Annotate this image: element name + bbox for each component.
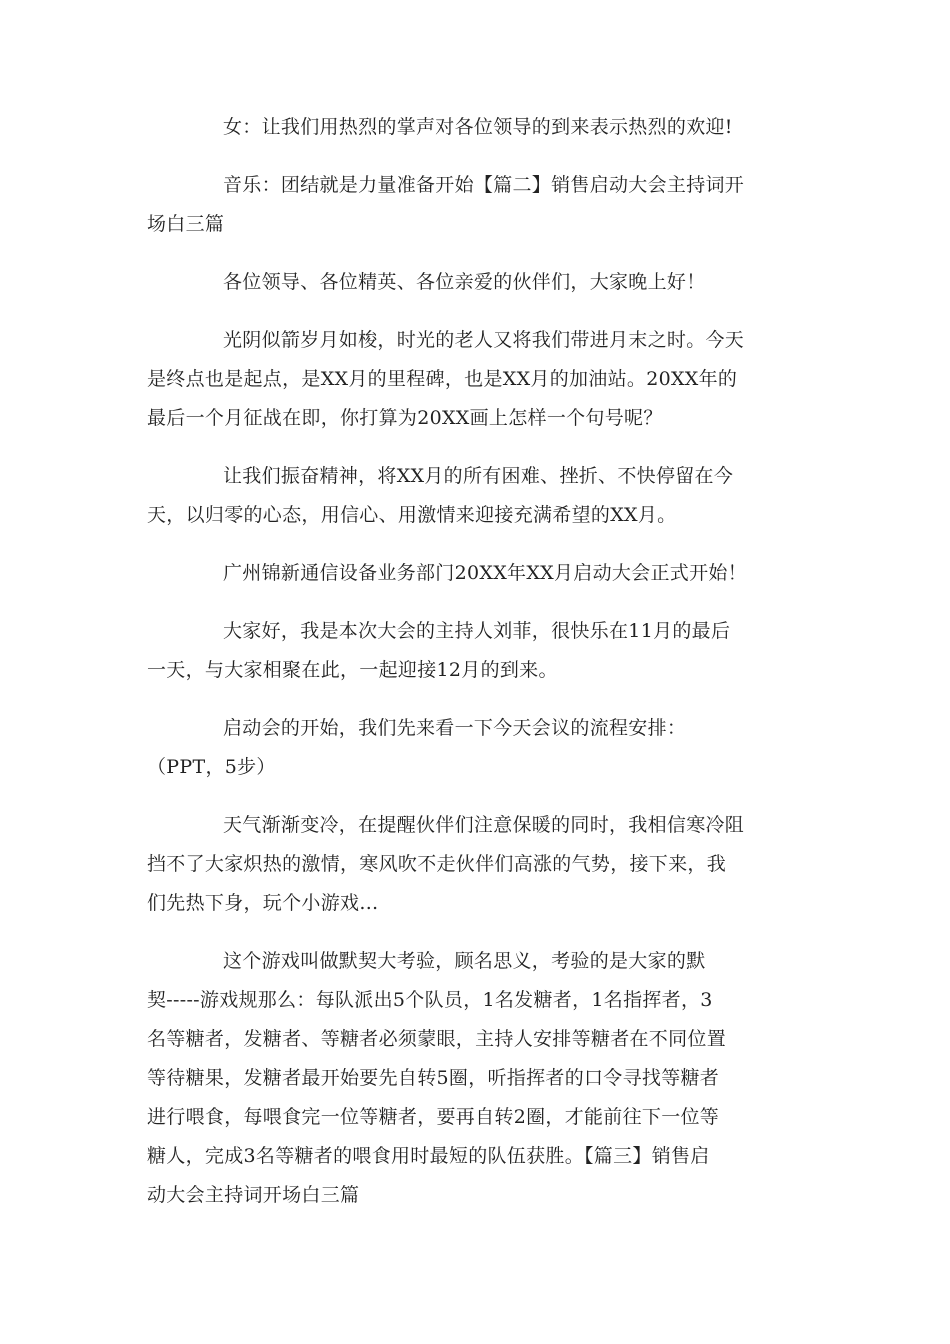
text-line: 音乐：团结就是力量准备开始【篇二】销售启动大会主持词开 (223, 174, 745, 196)
text-line: 等待糖果，发糖者最开始要先自转5圈，听指挥者的口令寻找等糖者 (147, 1067, 720, 1089)
paragraph-agenda (147, 709, 807, 787)
paragraph-music (147, 166, 807, 244)
paragraph-host (147, 612, 807, 690)
text-line: 挡不了大家炽热的激情，寒风吹不走伙伴们高涨的气势，接下来，我 (147, 853, 727, 875)
text-line: 这个游戏叫做默契大考验，顾名思义，考验的是大家的默 (223, 950, 706, 972)
text-line: 动大会主持词开场白三篇 (147, 1184, 360, 1206)
text-line: 契-----游戏规那么：每队派出5个队员，1名发糖者，1名指挥者，3 (147, 989, 713, 1011)
text-line: 名等糖者，发糖者、等糖者必须蒙眼，主持人安排等糖者在不同位置 (147, 1028, 727, 1050)
text-line: 场白三篇 (147, 213, 225, 235)
paragraph-weather (147, 806, 807, 923)
text-line: 让我们振奋精神，将XX月的所有困难、挫折、不快停留在今 (223, 465, 734, 487)
paragraph-welcome (147, 108, 807, 147)
text-line: 广州锦新通信设备业务部门20XX年XX月启动大会正式开始！ (223, 562, 747, 584)
paragraph-greeting (147, 263, 807, 302)
text-line: 糖人，完成3名等糖者的喂食用时最短的队伍获胜。【篇三】销售启 (147, 1145, 710, 1167)
text-line: 进行喂食，每喂食完一位等糖者，要再自转2圈，才能前往下一位等 (147, 1106, 720, 1128)
text-line: 们先热下身，玩个小游戏… (147, 892, 379, 914)
text-line: 天，以归零的心态，用信心、用激情来迎接充满希望的XX月。 (147, 504, 677, 526)
text-line: 最后一个月征战在即，你打算为20XX画上怎样一个句号呢？ (147, 407, 663, 429)
paragraph-start (147, 554, 807, 593)
document-page (147, 108, 807, 1234)
paragraph-time (147, 321, 807, 438)
text-line: 各位领导、各位精英、各位亲爱的伙伴们，大家晚上好！ (223, 271, 706, 293)
text-line: 启动会的开始，我们先来看一下今天会议的流程安排： (223, 717, 687, 739)
text-line: 女：让我们用热烈的掌声对各位领导的到来表示热烈的欢迎! (223, 116, 733, 138)
text-line: （PPT，5步） (147, 756, 276, 778)
paragraph-spirit (147, 457, 807, 535)
text-line: 光阴似箭岁月如梭，时光的老人又将我们带进月末之时。今天 (223, 329, 745, 351)
paragraph-game (147, 942, 807, 1215)
text-line: 是终点也是起点，是XX月的里程碑，也是XX月的加油站。20XX年的 (147, 368, 738, 390)
text-line: 大家好，我是本次大会的主持人刘菲，很快乐在11月的最后 (223, 620, 731, 642)
text-line: 一天，与大家相聚在此，一起迎接12月的到来。 (147, 659, 558, 681)
text-line: 天气渐渐变冷，在提醒伙伴们注意保暖的同时，我相信寒冷阻 (223, 814, 745, 836)
